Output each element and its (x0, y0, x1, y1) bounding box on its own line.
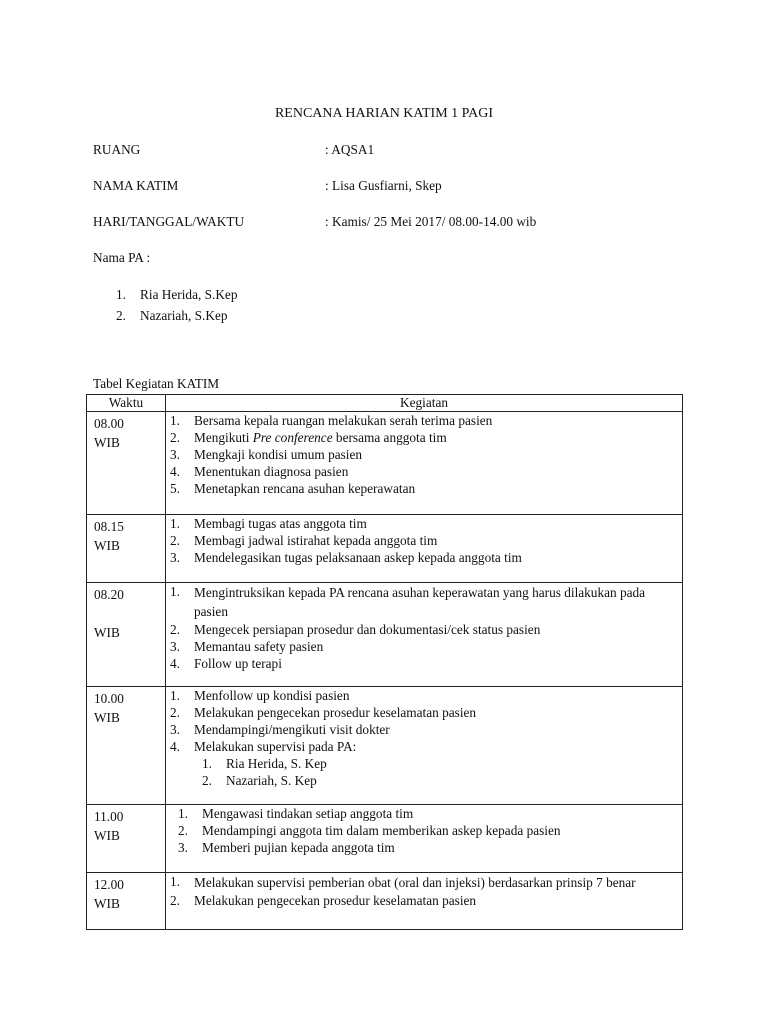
list-item (170, 463, 678, 480)
list-number: 2. (116, 308, 126, 323)
time-value: 08.00 (94, 416, 124, 431)
list-number: 2. (170, 893, 180, 908)
activity-list (166, 412, 682, 497)
time-cell (87, 583, 166, 687)
list-number: 5. (170, 481, 180, 496)
activity-text: Memberi pujian kepada anggota tim (202, 840, 395, 855)
list-number: 1. (178, 806, 188, 821)
time-value: 08.20 (94, 587, 124, 602)
list-number: 3. (170, 550, 180, 565)
activity-list (166, 583, 682, 672)
list-number: 1. (116, 287, 126, 302)
activity-text: Memantau safety pasien (194, 639, 324, 654)
list-item (202, 755, 682, 772)
activity-text: Membagi tugas atas anggota tim (194, 516, 367, 531)
list-item (178, 805, 678, 822)
info-value-ruang: : AQSA1 (325, 142, 375, 157)
list-number: 1. (170, 874, 180, 889)
list-number: 1. (170, 688, 180, 703)
time-unit: WIB (94, 896, 120, 911)
activity-table (86, 394, 683, 930)
activity-text (194, 429, 678, 446)
list-number: 3. (170, 639, 180, 654)
pa-list (116, 287, 238, 329)
activity-text: Membagi jadwal istirahat kepada anggota tim (194, 533, 438, 548)
list-number: 1. (170, 413, 180, 428)
activity-list (166, 687, 682, 755)
activity-text: Mendampingi/mengikuti visit dokter (194, 722, 390, 737)
activity-text-post: bersama anggota tim (332, 430, 447, 445)
activity-cell (166, 687, 683, 805)
list-item (170, 480, 678, 497)
supervision-sublist (166, 755, 682, 789)
list-item (170, 446, 678, 463)
document-title: RENCANA HARIAN KATIM 1 PAGI (274, 106, 494, 121)
time-value: 12.00 (94, 877, 124, 892)
time-unit: WIB (94, 710, 120, 725)
list-number: 2. (178, 823, 188, 838)
activity-text: Melakukan supervisi pada PA: (194, 739, 357, 754)
list-item (170, 532, 678, 549)
time-value: 08.15 (94, 519, 124, 534)
time-unit: WIB (94, 828, 120, 843)
activity-text: Nazariah, S. Kep (226, 773, 317, 788)
list-item (170, 583, 678, 621)
activity-text: Mengkaji kondisi umum pasien (194, 447, 363, 462)
time-cell (87, 515, 166, 583)
list-number: 3. (170, 722, 180, 737)
header-waktu: Waktu (87, 395, 166, 412)
activity-cell (166, 515, 683, 583)
list-item (116, 308, 238, 329)
info-value-nama-katim: : Lisa Gusfiarni, Skep (325, 178, 442, 193)
table-row (87, 515, 683, 583)
table-row (87, 687, 683, 805)
pa-name: Nazariah, S.Kep (140, 308, 228, 323)
activity-text: Mengintruksikan kepada PA rencana asuhan keperawatan yang harus dilakukan pada pasien (194, 585, 646, 619)
activity-text: Mendelegasikan tugas pelaksanaan askep kepada anggota tim (194, 550, 522, 565)
list-number: 2. (170, 533, 180, 548)
time-unit: WIB (94, 625, 120, 640)
table-caption: Tabel Kegiatan KATIM (93, 376, 220, 391)
time-unit: WIB (94, 435, 120, 450)
activity-text: Ria Herida, S. Kep (226, 756, 327, 771)
info-label-nama-katim: NAMA KATIM (93, 178, 179, 193)
list-number: 4. (170, 656, 180, 671)
time-cell (87, 687, 166, 805)
activity-text: Menentukan diagnosa pasien (194, 464, 349, 479)
list-item (170, 738, 678, 755)
list-item (170, 721, 678, 738)
activity-text: Mendampingi anggota tim dalam memberikan askep kepada pasien (202, 823, 561, 838)
activity-list (166, 515, 682, 566)
activity-text: Follow up terapi (194, 656, 282, 671)
list-number: 2. (170, 622, 180, 637)
list-number: 3. (170, 447, 180, 462)
activity-text-emphasis: Pre conference (252, 430, 333, 445)
list-number: 2. (170, 705, 180, 720)
activity-text: Melakukan pengecekan prosedur keselamatan pasien (194, 893, 477, 908)
list-item (170, 621, 678, 638)
header-kegiatan: Kegiatan (166, 395, 683, 412)
pa-name: Ria Herida, S.Kep (140, 287, 238, 302)
list-item (170, 515, 678, 532)
activity-text: Melakukan supervisi pemberian obat (oral dan injeksi) berdasarkan prinsip 7 benar (194, 875, 636, 890)
activity-list (166, 873, 682, 909)
time-cell (87, 873, 166, 930)
activity-text: Menetapkan rencana asuhan keperawatan (194, 481, 416, 496)
list-number: 2. (202, 773, 212, 788)
table-row (87, 873, 683, 930)
time-value: 11.00 (94, 809, 124, 824)
list-number: 3. (178, 840, 188, 855)
time-cell (87, 412, 166, 515)
info-label-hari-tanggal: HARI/TANGGAL/WAKTU (93, 214, 245, 229)
activity-text: Bersama kepala ruangan melakukan serah terima pasien (194, 413, 493, 428)
list-number: 1. (170, 584, 180, 599)
table-row (87, 583, 683, 687)
list-item (170, 892, 678, 909)
list-item (178, 839, 678, 856)
table-row (87, 412, 683, 515)
activity-cell (166, 583, 683, 687)
list-item (202, 772, 682, 789)
list-item (170, 638, 678, 655)
list-item (170, 873, 678, 892)
time-value: 10.00 (94, 691, 124, 706)
activity-cell (166, 805, 683, 873)
list-item (170, 412, 678, 429)
list-item (170, 549, 678, 566)
activity-cell (166, 412, 683, 515)
activity-text: Mengawasi tindakan setiap anggota tim (202, 806, 414, 821)
activity-list (166, 805, 682, 856)
list-number: 2. (170, 430, 180, 445)
time-cell (87, 805, 166, 873)
info-label-ruang: RUANG (93, 142, 141, 157)
list-item (170, 429, 678, 446)
list-number: 4. (170, 464, 180, 479)
activity-text: Mengecek persiapan prosedur dan dokumentasi/cek status pasien (194, 622, 541, 637)
list-number: 1. (202, 756, 212, 771)
pa-label: Nama PA : (93, 250, 151, 265)
time-unit: WIB (94, 538, 120, 553)
table-header-row (87, 395, 683, 412)
list-number: 4. (170, 739, 180, 754)
list-item (170, 704, 678, 721)
list-item (116, 287, 238, 308)
activity-text: Melakukan pengecekan prosedur keselamatan pasien (194, 705, 477, 720)
list-item (170, 655, 678, 672)
list-item (178, 822, 678, 839)
activity-text-pre: Mengikuti (194, 430, 253, 445)
table-row (87, 805, 683, 873)
list-number: 1. (170, 516, 180, 531)
activity-cell (166, 873, 683, 930)
info-value-hari-tanggal: : Kamis/ 25 Mei 2017/ 08.00-14.00 wib (325, 214, 537, 229)
activity-text: Menfollow up kondisi pasien (194, 688, 350, 703)
list-item (170, 687, 678, 704)
